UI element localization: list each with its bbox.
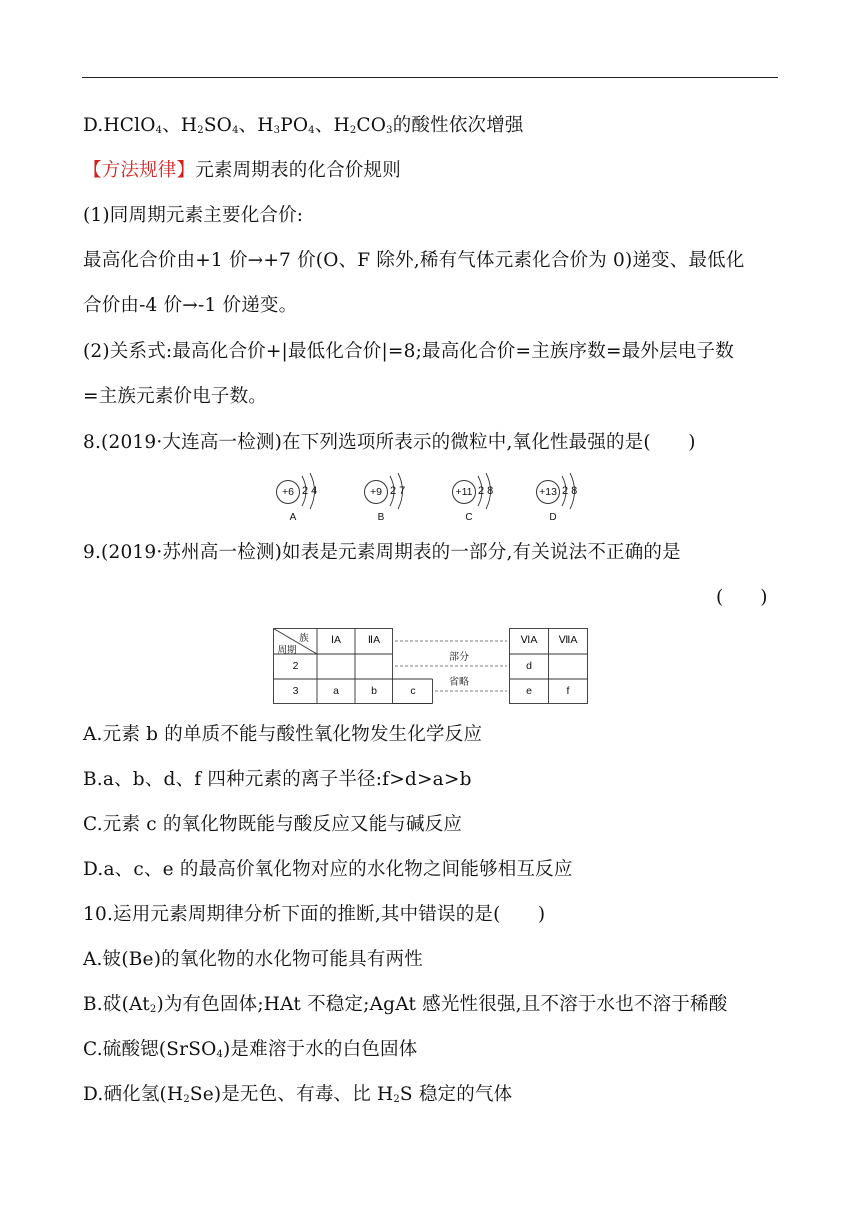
q10-option-d: D.硒化氢$(H_2Se)$是无色、有毒、比 $H_2S$ 稳定的气体 [83, 1084, 513, 1105]
q10-option-a: A.铍(Be)的氧化物的水化物可能具有两性 [83, 949, 423, 970]
q8-stem: 8.(2019·大连高一检测)在下列选项所表示的微粒中,氧化性最强的是( ) [83, 432, 696, 453]
header-group-1a: ⅠA [330, 634, 342, 646]
method-p2-line1: (2)关系式:最高化合价+|最低化合价|=8;最高化合价=主族序数=最外层电子数 [83, 341, 734, 362]
header-group-6a: ⅥA [520, 634, 538, 646]
q10-option-c: C.硫酸锶(SrSO$_4$)是难溶于水的白色固体 [83, 1039, 418, 1060]
nucleus: +13 [536, 480, 560, 504]
atom-diagram-c [452, 470, 522, 528]
atom-label: B [377, 512, 385, 523]
method-tag: 【方法规律】 [83, 160, 196, 181]
atom-diagram-d [536, 470, 606, 528]
cell-a: a [333, 685, 339, 697]
method-p1-line2: 合价由-4 价→-1 价递变。 [83, 295, 298, 316]
q7-option-d: D.HClO$_4$、$H_2SO_4$、$H_3PO_4$、$H_2CO_3$的酸性依次增强 [83, 115, 524, 136]
atom-label: C [465, 512, 473, 523]
cell-d: d [526, 660, 532, 672]
atom-structure-diagrams [276, 470, 606, 528]
q9-option-b: B.a、b、d、f 四种元素的离子半径:f>d>a>b [83, 769, 472, 790]
q10-stem: 10.运用元素周期律分析下面的推断,其中错误的是( ) [83, 904, 546, 925]
cell-f: f [566, 685, 570, 697]
atom-diagram-b [364, 470, 434, 528]
q10-option-b: B.砹$(At_2)$为有色固体;HAt 不稳定;AgAt 感光性很强,且不溶于水也不溶于稀酸 [83, 994, 728, 1015]
cell-e: e [526, 685, 532, 697]
corner-group-label: 族 [299, 633, 309, 644]
method-p1-line1: 最高化合价由+1 价→+7 价(O、F 除外,稀有气体元素化合价为 0)递变、最低化 [83, 250, 745, 271]
omitted-note-bottom: 省略 [439, 673, 479, 688]
shell-electrons: 2 8 [562, 485, 578, 497]
header-group-2a: ⅡA [367, 634, 381, 646]
shell-electrons: 2 8 [478, 485, 494, 497]
q9-option-a: A.元素 b 的单质不能与酸性氧化物发生化学反应 [83, 724, 483, 745]
atom-label: D [549, 512, 557, 523]
header-rule [82, 77, 778, 78]
method-title: 元素周期表的化合价规则 [195, 160, 401, 181]
omitted-note-top: 部分 [439, 648, 479, 663]
shell-electrons: 2 7 [390, 485, 406, 497]
q9-answer-bracket: ( ) [716, 587, 768, 608]
shell-electrons: 2 4 [302, 485, 318, 497]
q9-option-d: D.a、c、e 的最高价氧化物对应的水化物之间能够相互反应 [83, 859, 573, 880]
method-p2-line2: =主族元素价电子数。 [83, 386, 268, 407]
nucleus: +9 [364, 480, 388, 504]
nucleus: +6 [276, 480, 300, 504]
q9-stem: 9.(2019·苏州高一检测)如表是元素周期表的一部分,有关说法不正确的是 [83, 542, 681, 563]
method-heading [83, 158, 401, 184]
atom-diagram-a [276, 470, 346, 528]
period-3-label: 3 [292, 685, 299, 697]
atom-label: A [289, 512, 297, 523]
method-p1-head: (1)同周期元素主要化合价: [83, 205, 304, 226]
period-2-label: 2 [292, 660, 299, 672]
header-group-7a: ⅦA [558, 634, 578, 646]
cell-b: b [371, 685, 377, 697]
nucleus: +11 [452, 480, 476, 504]
cell-c: c [410, 685, 416, 697]
q9-option-c: C.元素 c 的氧化物既能与酸反应又能与碱反应 [83, 814, 463, 835]
corner-period-label: 周期 [277, 645, 297, 656]
